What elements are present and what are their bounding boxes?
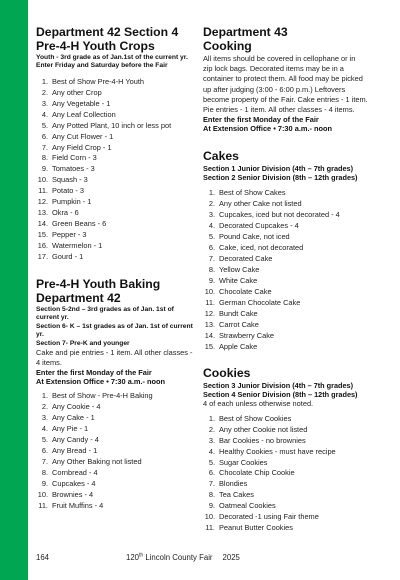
item-number: 11. <box>205 523 215 533</box>
item-number: 16. <box>37 241 48 251</box>
item-number: 14. <box>204 330 215 340</box>
item-number: 4. <box>41 424 48 434</box>
item-text: Pumpkin - 1 <box>52 197 92 207</box>
item-number: 7. <box>41 142 48 152</box>
item-text: Field Corn - 3 <box>52 153 97 163</box>
item-number: 10. <box>204 286 215 296</box>
list-item <box>36 424 198 435</box>
list-item <box>203 501 390 512</box>
item-text: Yellow Cake <box>219 264 260 274</box>
list-item <box>203 414 390 425</box>
item-text: Apple Cake <box>219 341 258 351</box>
item-text: Brownies - 4 <box>52 490 94 500</box>
list-item <box>203 320 390 331</box>
list-item <box>203 265 390 276</box>
list-item <box>36 164 198 175</box>
item-text: Best of Show Cakes <box>219 188 286 198</box>
entry-limits: Cake and pie entries - 1 item. All other classes - 4 items. <box>36 348 193 368</box>
item-number: 12. <box>37 197 48 207</box>
item-number: 13. <box>37 208 48 218</box>
item-text: Fruit Muffins - 4 <box>52 500 104 510</box>
item-text: Green Beans - 6 <box>52 219 107 229</box>
item-text: Any Potted Plant, 10 inch or less pot <box>52 120 172 130</box>
item-text: Any other Cake not listed <box>219 199 302 209</box>
item-text: Pound Cake, not iced <box>219 232 290 242</box>
item-number: 7. <box>41 457 48 467</box>
list-item <box>36 99 198 110</box>
class-list <box>203 188 390 352</box>
item-text: Any Leaf Collection <box>52 109 116 119</box>
section-title: Department 42 Section 4 Pre-4-H Youth Crops <box>36 25 179 53</box>
item-number: 10. <box>37 175 48 185</box>
list-item <box>36 121 198 132</box>
item-text: Any other Cookie not listed <box>219 424 308 434</box>
item-number: 3. <box>41 413 48 423</box>
list-item <box>36 435 198 446</box>
section-youth-crops <box>36 25 198 263</box>
item-number: 10. <box>204 512 215 522</box>
item-number: 14. <box>37 219 48 229</box>
section-divisions: Section 3 Junior Division (4th – 7th grades) Section 4 Senior Division (8th – 12th grades) <box>203 380 358 399</box>
section-cookies <box>203 366 390 535</box>
item-text: Cupcakes, iced but not decorated - 4 <box>219 210 340 220</box>
item-number: 7. <box>208 479 215 489</box>
item-number: 4. <box>208 221 215 231</box>
item-number: 15. <box>204 341 215 351</box>
list-item <box>36 241 198 252</box>
list-item <box>36 110 198 121</box>
item-text: Oatmeal Cookies <box>219 501 276 511</box>
item-text: Best of Show Cookies <box>219 413 292 423</box>
list-item <box>203 232 390 243</box>
item-number: 9. <box>41 164 48 174</box>
list-item <box>36 153 198 164</box>
item-number: 13. <box>204 319 215 329</box>
footer-title: 120th Lincoln County Fair 2025 <box>126 552 240 562</box>
item-text: Chocolate Chip Cookie <box>219 468 295 478</box>
list-item <box>36 132 198 143</box>
list-item <box>36 501 198 512</box>
item-text: Best of Show - Pre-4-H Baking <box>52 391 153 401</box>
item-text: Any Cake - 1 <box>52 413 95 423</box>
item-number: 1. <box>208 188 215 198</box>
item-text: Any Vegetable - 1 <box>52 98 111 108</box>
item-number: 15. <box>37 230 48 240</box>
list-item <box>203 447 390 458</box>
list-item <box>36 208 198 219</box>
item-number: 8. <box>41 468 48 478</box>
item-number: 4. <box>41 109 48 119</box>
list-item <box>36 391 198 402</box>
item-text: Blondies <box>219 479 248 489</box>
item-text: Any Cut Flower - 1 <box>52 131 114 141</box>
item-number: 4. <box>208 446 215 456</box>
list-item <box>203 523 390 534</box>
list-item <box>203 221 390 232</box>
item-text: Gourd - 1 <box>52 252 84 262</box>
item-text: Any Pie - 1 <box>52 424 89 434</box>
item-text: Okra - 6 <box>52 208 79 218</box>
list-item <box>203 468 390 479</box>
item-number: 10. <box>37 490 48 500</box>
item-number: 6. <box>41 131 48 141</box>
section-title: Cookies <box>203 365 251 380</box>
item-text: Tomatoes - 3 <box>52 164 95 174</box>
item-text: Chocolate Cake <box>219 286 272 296</box>
list-item <box>203 490 390 501</box>
green-accent-bar <box>0 0 28 580</box>
item-text: Peanut Butter Cookies <box>219 523 293 533</box>
item-number: 11. <box>38 186 48 196</box>
page-number: 164 <box>36 553 50 562</box>
list-item <box>203 512 390 523</box>
item-text: Any Candy - 4 <box>52 435 99 445</box>
section-cooking <box>203 25 390 133</box>
item-number: 6. <box>208 468 215 478</box>
list-item <box>36 197 198 208</box>
item-number: 8. <box>208 264 215 274</box>
list-item <box>36 468 198 479</box>
list-item <box>203 425 390 436</box>
class-list <box>203 414 390 534</box>
item-text: Decorated Cupcakes - 4 <box>219 221 299 231</box>
list-item <box>203 276 390 287</box>
list-item <box>36 219 198 230</box>
class-list <box>36 77 198 263</box>
list-item <box>203 199 390 210</box>
section-title: Pre-4-H Youth Baking Department 42 <box>36 277 161 306</box>
right-column <box>203 25 390 534</box>
section-divisions: Section 1 Junior Division (4th – 7th grades) Section 2 Senior Division (8th – 12th grades) <box>203 164 358 183</box>
list-item <box>203 309 390 320</box>
item-number: 9. <box>208 501 215 511</box>
item-number: 8. <box>41 153 48 163</box>
item-text: Strawberry Cake <box>219 330 275 340</box>
list-item <box>203 243 390 254</box>
item-number: 7. <box>208 253 215 263</box>
section-eligibility: Youth - 3rd grade as of Jan.1st of the current yr. Enter Friday and Saturday before the Fair <box>36 54 188 70</box>
list-item <box>203 254 390 265</box>
item-number: 11. <box>205 297 215 307</box>
list-item <box>203 188 390 199</box>
item-text: Healthy Cookies - must have recipe <box>219 446 336 456</box>
item-number: 3. <box>208 210 215 220</box>
item-number: 5. <box>208 457 215 467</box>
item-text: Potato - 3 <box>52 186 85 196</box>
list-item <box>36 186 198 197</box>
item-number: 1. <box>41 391 48 401</box>
item-text: Any Other Baking not listed <box>52 457 142 467</box>
section-eligibility: Section 5-2nd – 3rd grades as of Jan. 1st of current yr. Section 6- K – 1st grades as of Jan. 1st of current yr. Section 7- Pre-K and younger <box>36 306 193 347</box>
cooking-rules: All items should be covered in cellophane or in zip lock bags. Decorated items may be in a container to protect them. All food may be picked up after judging (3:00 - 6:00 p.m.) Leftovers become property of the Fair. Cake entries - 1 item. Pie entries - 1 item. All other classes - 4 items. <box>203 54 368 115</box>
list-item <box>36 143 198 154</box>
item-text: Sugar Cookies <box>219 457 268 467</box>
item-number: 9. <box>208 275 215 285</box>
list-item <box>36 413 198 424</box>
item-text: Any Cookie - 4 <box>52 402 101 412</box>
item-text: Cake, iced, not decorated <box>219 242 304 252</box>
item-text: Watermelon - 1 <box>52 241 103 251</box>
item-text: Decorated Cake <box>219 253 273 263</box>
list-item <box>36 77 198 88</box>
item-text: White Cake <box>219 275 258 285</box>
class-list <box>36 391 198 511</box>
list-item <box>203 436 390 447</box>
item-number: 2. <box>41 87 48 97</box>
list-item <box>36 175 198 186</box>
list-item <box>36 252 198 263</box>
item-number: 3. <box>208 435 215 445</box>
section-title: Cakes <box>203 149 239 164</box>
item-number: 2. <box>208 199 215 209</box>
item-text: Best of Show Pre-4-H Youth <box>52 76 145 86</box>
item-text: Tea Cakes <box>219 490 254 500</box>
list-item <box>203 342 390 353</box>
list-item <box>203 287 390 298</box>
item-number: 6. <box>208 242 215 252</box>
list-item <box>203 210 390 221</box>
item-number: 1. <box>41 76 48 86</box>
item-text: Carrot Cake <box>219 319 259 329</box>
item-text: Any Field Crop - 1 <box>52 142 112 152</box>
list-item <box>36 88 198 99</box>
list-item <box>36 479 198 490</box>
list-item <box>36 457 198 468</box>
section-cakes <box>203 149 390 352</box>
item-number: 17. <box>37 252 48 262</box>
entry-schedule: Enter the first Monday of the Fair At Extension Office • 7:30 a.m.- noon <box>36 368 166 387</box>
list-item <box>203 458 390 469</box>
item-number: 12. <box>204 308 215 318</box>
item-number: 2. <box>208 424 215 434</box>
item-text: Cupcakes - 4 <box>52 479 96 489</box>
section-title: Department 43 Cooking <box>203 25 288 53</box>
item-number: 11. <box>38 500 48 510</box>
item-number: 9. <box>41 479 48 489</box>
list-item <box>203 298 390 309</box>
item-number: 6. <box>41 446 48 456</box>
list-item <box>36 490 198 501</box>
entry-quantity-note: 4 of each unless otherwise noted. <box>203 398 314 408</box>
item-number: 5. <box>208 232 215 242</box>
item-text: Any other Crop <box>52 87 102 97</box>
item-number: 1. <box>208 413 215 423</box>
item-number: 8. <box>208 490 215 500</box>
item-text: Any Bread - 1 <box>52 446 98 456</box>
list-item <box>36 446 198 457</box>
item-number: 5. <box>41 435 48 445</box>
section-youth-baking <box>36 277 198 512</box>
item-text: Cornbread - 4 <box>52 468 98 478</box>
list-item <box>36 230 198 241</box>
list-item <box>36 402 198 413</box>
item-text: Bundt Cake <box>219 308 258 318</box>
item-number: 2. <box>41 402 48 412</box>
left-column <box>36 25 198 512</box>
list-item <box>203 479 390 490</box>
item-number: 5. <box>41 120 48 130</box>
entry-schedule: Enter the first Monday of the Fair At Extension Office • 7:30 a.m.- noon <box>203 115 333 134</box>
item-number: 3. <box>41 98 48 108</box>
item-text: Decorated -1 using Fair theme <box>219 512 319 522</box>
item-text: Pepper - 3 <box>52 230 87 240</box>
list-item <box>203 331 390 342</box>
item-text: Bar Cookies - no brownies <box>219 435 306 445</box>
item-text: Squash - 3 <box>52 175 88 185</box>
item-text: German Chocolate Cake <box>219 297 301 307</box>
